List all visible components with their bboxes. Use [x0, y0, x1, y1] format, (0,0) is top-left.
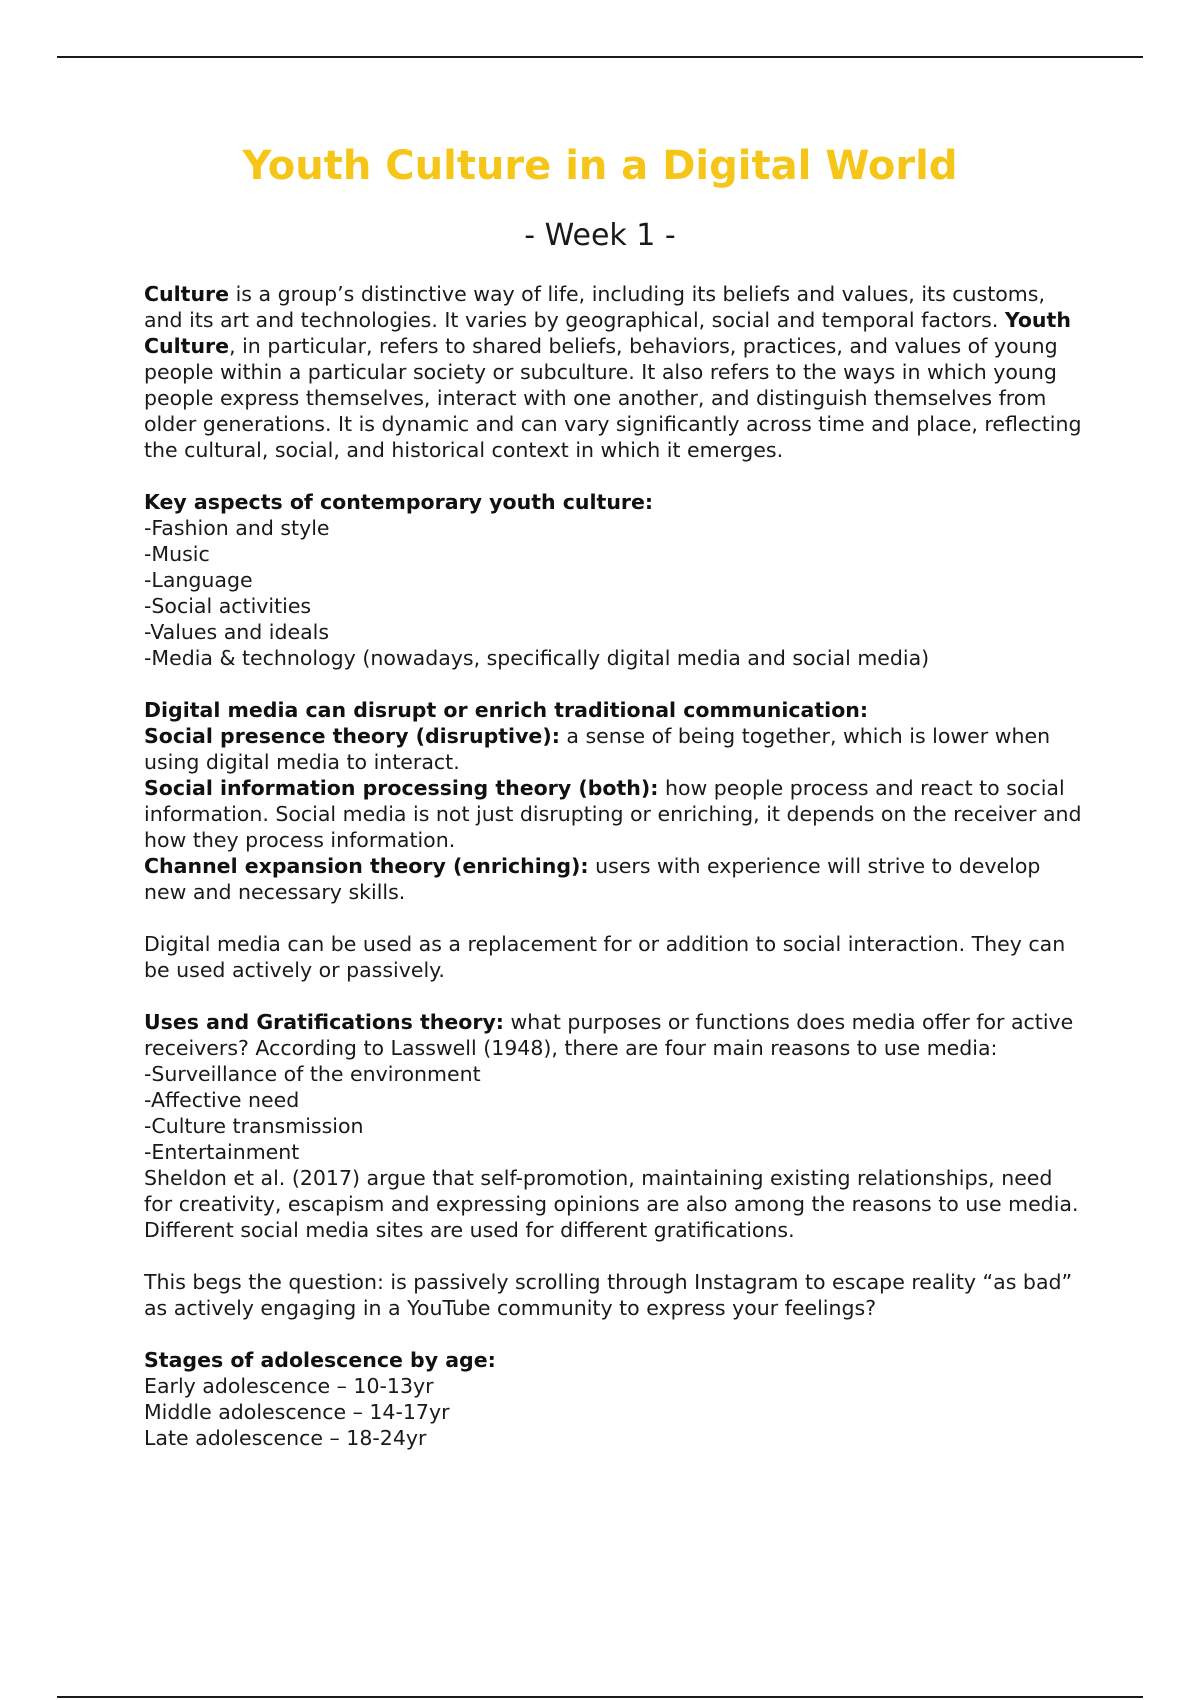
- theory-desc: users with experience will strive to develop new and necessary skills.: [144, 854, 1041, 904]
- top-rule: [57, 56, 1143, 58]
- key-aspects-list: [144, 515, 1084, 671]
- theory-social-information-processing: [144, 775, 1084, 853]
- list-item: Middle adolescence – 14-17yr: [144, 1400, 450, 1424]
- document-title: Youth Culture in a Digital World: [242, 143, 958, 189]
- list-item: -Media & technology (nowadays, specifically digital media and social media): [144, 646, 930, 670]
- theory-name: Uses and Gratifications theory:: [144, 1010, 505, 1034]
- uses-gratifications-paragraph: [144, 1009, 1084, 1061]
- theory-name: Social information processing theory (both):: [144, 776, 659, 800]
- sheldon-paragraph: Sheldon et al. (2017) argue that self-promotion, maintaining existing relationships, need for creativity, escapism and expressing opinions are also among the reasons to use media. Different social media sites are used for different gratifications.: [144, 1166, 1079, 1242]
- list-item: -Culture transmission: [144, 1114, 364, 1138]
- theory-channel-expansion: [144, 853, 1084, 905]
- list-item: -Entertainment: [144, 1140, 300, 1164]
- list-item: -Language: [144, 568, 253, 592]
- culture-term: Culture: [144, 282, 230, 306]
- list-item: -Social activities: [144, 594, 312, 618]
- list-item: -Values and ideals: [144, 620, 330, 644]
- list-item: -Affective need: [144, 1088, 300, 1112]
- media-reasons-list: [144, 1061, 1084, 1165]
- culture-text-1: is a group’s distinctive way of life, including its beliefs and values, its customs, and its art and technologies. It varies by geographical, social and temporal factors.: [144, 282, 1045, 332]
- theory-desc: a sense of being together, which is lower when using digital media to interact.: [144, 724, 1051, 774]
- list-item: -Music: [144, 542, 210, 566]
- culture-text-2: , in particular, refers to shared beliefs, behaviors, practices, and values of young people within a particular society or subculture. It also refers to the ways in which young people express themselves, interact with one another, and distinguish themselves from older generations. It is dynamic and can vary significantly across time and place, reflecting the cultural, social, and historical context in which it emerges.: [144, 334, 1082, 462]
- document-subtitle: - Week 1 -: [524, 218, 676, 253]
- digital-media-note: Digital media can be used as a replacement for or addition to social interaction. They can be used actively or passively.: [144, 932, 1066, 982]
- theory-social-presence: [144, 723, 1084, 775]
- culture-paragraph: [144, 281, 1084, 463]
- key-aspects-heading: Key aspects of contemporary youth culture:: [144, 490, 654, 514]
- youth-culture-term: Youth Culture: [144, 308, 1071, 358]
- list-item: -Surveillance of the environment: [144, 1062, 481, 1086]
- bottom-rule: [57, 1696, 1143, 1698]
- list-item: -Fashion and style: [144, 516, 330, 540]
- theory-name: Channel expansion theory (enriching):: [144, 854, 589, 878]
- question-paragraph: This begs the question: is passively scrolling through Instagram to escape reality “as bad” as actively engaging in a YouTube community to express your feelings?: [144, 1270, 1073, 1320]
- digital-media-heading: Digital media can disrupt or enrich traditional communication:: [144, 698, 869, 722]
- stages-heading: Stages of adolescence by age:: [144, 1348, 496, 1372]
- list-item: Early adolescence – 10-13yr: [144, 1374, 434, 1398]
- theory-desc: what purposes or functions does media offer for active receivers? According to Lasswell (1948), there are four main reasons to use media:: [144, 1010, 1074, 1060]
- list-item: Late adolescence – 18-24yr: [144, 1426, 427, 1450]
- stages-list: [144, 1373, 1084, 1451]
- theory-desc: how people process and react to social information. Social media is not just disrupting or enriching, it depends on the receiver and how they process information.: [144, 776, 1082, 852]
- document-body: [144, 281, 1084, 1451]
- theory-name: Social presence theory (disruptive):: [144, 724, 560, 748]
